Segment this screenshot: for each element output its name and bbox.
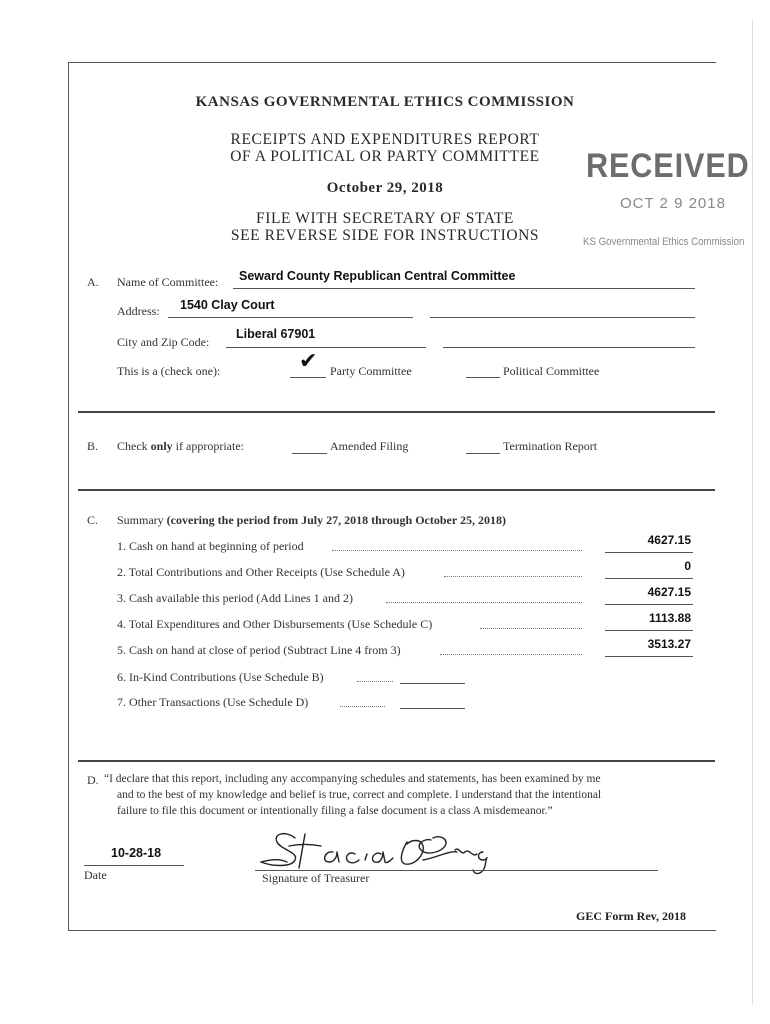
- section-a-letter: A.: [87, 275, 99, 289]
- summary-line-4-value: 1113.88: [648, 611, 691, 625]
- party-committee-option: Party Committee: [330, 364, 412, 378]
- summary-line-3-underline: [605, 604, 693, 605]
- summary-line-1-value: 4627.15: [647, 533, 691, 547]
- section-divider-a: [78, 411, 715, 413]
- summary-line-1-underline: [605, 552, 693, 553]
- leader-dots: [444, 576, 582, 577]
- summary-heading: Summary (covering the period from July 27, 2018 through October 25, 2018): [117, 513, 506, 527]
- received-stamp-date: OCT 2 9 2018: [620, 195, 726, 212]
- summary-line-3-label: 3. Cash available this period (Add Lines 1 and 2): [117, 591, 353, 605]
- summary-line-3-value: 4627.15: [647, 585, 691, 599]
- file-with-instruction: FILE WITH SECRETARY OF STATE: [255, 210, 515, 227]
- leader-dots: [357, 681, 393, 682]
- date-value: 10-28-18: [111, 846, 162, 860]
- summary-line-6-blank[interactable]: [400, 683, 465, 684]
- summary-line-2-underline: [605, 578, 693, 579]
- leader-dots: [340, 706, 385, 707]
- summary-line-5-underline: [605, 656, 693, 657]
- political-committee-blank[interactable]: [466, 377, 500, 378]
- declaration-line-3: failure to file this document or intentionally filing a false document is a class A misdemeanor.”: [117, 805, 553, 817]
- party-committee-checkmark: ✔: [299, 349, 318, 374]
- report-title-line1: RECEIPTS AND EXPENDITURES REPORT: [230, 131, 540, 148]
- declaration-line-2: and to the best of my knowledge and belief is true, correct and complete. I understand that the intentional: [117, 789, 602, 801]
- date-label: Date: [84, 868, 107, 882]
- signature-label: Signature of Treasurer: [262, 871, 370, 885]
- summary-line-2-label: 2. Total Contributions and Other Receipts (Use Schedule A): [117, 565, 405, 579]
- committee-name-underline: [233, 288, 695, 289]
- summary-line-7-label: 7. Other Transactions (Use Schedule D): [117, 695, 309, 709]
- summary-line-1-label: 1. Cash on hand at beginning of period: [117, 539, 304, 553]
- amended-filing-blank[interactable]: [292, 453, 327, 454]
- summary-line-2-value: 0: [684, 559, 691, 573]
- committee-name-label: Name of Committee:: [117, 275, 219, 289]
- summary-line-4-label: 4. Total Expenditures and Other Disbursements (Use Schedule C): [117, 617, 433, 631]
- summary-line-7-blank[interactable]: [400, 708, 465, 709]
- section-d-letter: D.: [87, 773, 99, 787]
- address-underline-1: [168, 317, 413, 318]
- filing-type-label: Check only if appropriate:: [117, 439, 244, 453]
- see-reverse-instruction: SEE REVERSE SIDE FOR INSTRUCTIONS: [230, 227, 540, 244]
- section-divider-b: [78, 489, 715, 491]
- summary-line-6-label: 6. In-Kind Contributions (Use Schedule B): [117, 670, 324, 684]
- section-divider-c: [78, 760, 715, 762]
- city-zip-label: City and Zip Code:: [117, 335, 210, 349]
- form-id: GEC Form Rev, 2018: [576, 909, 686, 923]
- scan-edge-line: [752, 20, 753, 1005]
- report-date: October 29, 2018: [326, 180, 444, 196]
- address-underline-2: [430, 317, 695, 318]
- address-label: Address:: [117, 304, 160, 318]
- agency-title: KANSAS GOVERNMENTAL ETHICS COMMISSION: [195, 94, 575, 110]
- amended-filing-option: Amended Filing: [330, 439, 409, 453]
- address-value: 1540 Clay Court: [180, 298, 275, 312]
- section-c-letter: C.: [87, 513, 99, 527]
- received-stamp: RECEIVED: [586, 147, 750, 185]
- leader-dots: [386, 602, 582, 603]
- report-title-line2: OF A POLITICAL OR PARTY COMMITTEE: [230, 148, 540, 165]
- declaration-line-1: “I declare that this report, including any accompanying schedules and statements, has been examined by me: [104, 773, 601, 785]
- party-committee-blank[interactable]: [290, 377, 326, 378]
- received-stamp-agency: KS Governmental Ethics Commission: [583, 236, 745, 248]
- summary-line-5-value: 3513.27: [647, 637, 691, 651]
- city-zip-underline-1: [226, 347, 426, 348]
- date-underline: [84, 865, 184, 866]
- city-zip-underline-2: [443, 347, 695, 348]
- section-b-letter: B.: [87, 439, 99, 453]
- leader-dots: [440, 654, 582, 655]
- termination-report-blank[interactable]: [466, 453, 500, 454]
- leader-dots: [480, 628, 582, 629]
- leader-dots: [332, 550, 582, 551]
- summary-line-5-label: 5. Cash on hand at close of period (Subtract Line 4 from 3): [117, 643, 401, 657]
- city-zip-value: Liberal 67901: [236, 327, 316, 341]
- termination-report-option: Termination Report: [503, 439, 598, 453]
- summary-line-4-underline: [605, 630, 693, 631]
- committee-name-value: Seward County Republican Central Committee: [239, 269, 516, 283]
- political-committee-option: Political Committee: [503, 364, 600, 378]
- committee-type-label: This is a (check one):: [117, 364, 221, 378]
